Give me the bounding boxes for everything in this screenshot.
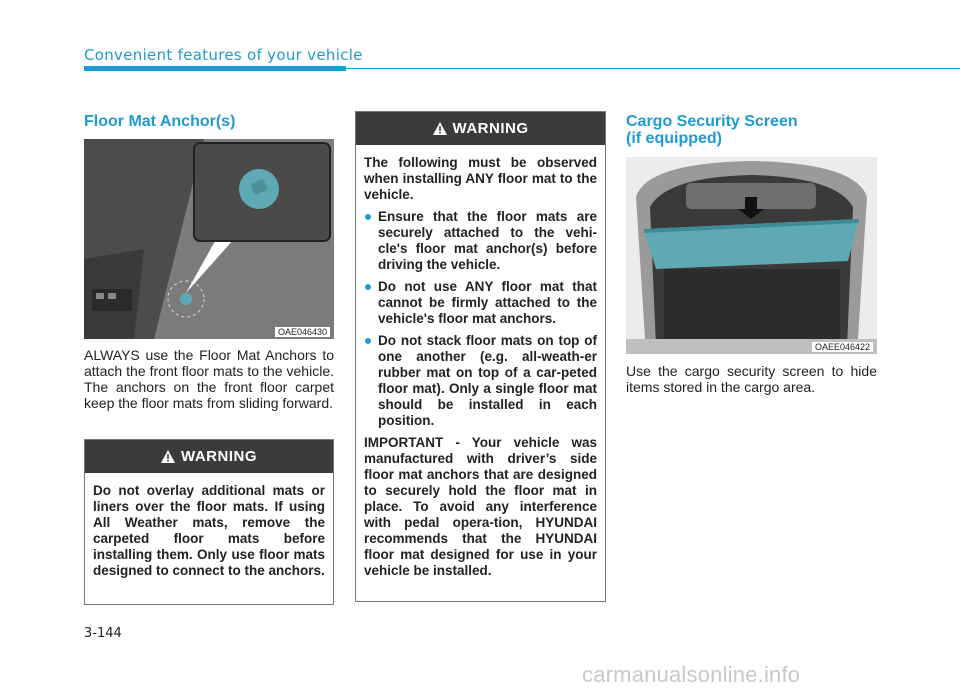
cargo-screen-heading xyxy=(626,113,798,147)
cargo-screen-paragraph: Use the cargo security screen to hide items stored in the cargo area. xyxy=(626,363,877,395)
cargo-image-code: OAEE046422 xyxy=(812,342,873,352)
floor-mat-anchor-illustration xyxy=(84,139,334,339)
section-title: Convenient features of your vehicle xyxy=(84,46,363,64)
cargo-screen-heading-line1: Cargo Security Screen xyxy=(626,113,798,130)
middle-warning-header xyxy=(356,112,605,145)
header-rule-thin xyxy=(346,68,960,69)
middle-warning-intro: The following must be observed when installing ANY floor mat to the vehicle. xyxy=(364,155,597,202)
floor-mat-anchor-photo xyxy=(84,139,334,339)
header-rule-thick xyxy=(84,66,346,71)
floor-mat-image-code: OAE046430 xyxy=(275,327,330,337)
floor-mat-anchor-paragraph: ALWAYS use the Floor Mat Anchors to attach the front floor mats to the vehicle. The anchors on the front floor carpet keep the floor mats from sliding forward. xyxy=(84,347,334,411)
cargo-screen-photo xyxy=(626,157,877,354)
floor-mat-anchor-heading: Floor Mat Anchor(s) xyxy=(84,113,236,130)
left-warning-body xyxy=(85,473,333,579)
warning-triangle-icon xyxy=(433,122,447,135)
page-number: 3-144 xyxy=(84,626,122,641)
middle-warning-important: IMPORTANT - Your vehicle was manufactured with driver’s side floor mat anchors that are designed to securely hold the floor mat in place. To avoid any interference with pedal opera-tion, HYUNDAI recommends that the HYUNDAI floor mat designed for use in your vehicle be installed. xyxy=(364,435,597,578)
left-warning-box xyxy=(84,439,334,605)
warning-bullet-2: Do not use ANY floor mat that cannot be firmly attached to the vehicle's floor mat anchors. xyxy=(364,279,597,327)
middle-warning-label: WARNING xyxy=(452,120,529,137)
cargo-screen-illustration xyxy=(626,157,877,354)
middle-warning-body xyxy=(356,145,605,579)
middle-warning-box xyxy=(355,111,606,602)
cargo-screen-heading-line2: (if equipped) xyxy=(626,130,722,147)
left-warning-text: Do not overlay additional mats or liners over the floor mats. If using All Weather mats, remove the carpeted floor mats before installing them. Only use floor mats designed to connect to the anchors. xyxy=(93,483,325,578)
left-warning-header xyxy=(85,440,333,473)
warning-bullet-1: Ensure that the floor mats are securely attached to the vehi-cle's floor mat anchor(s) before driving the vehicle. xyxy=(364,209,597,273)
warning-triangle-icon xyxy=(161,450,175,463)
watermark: carmanualsonline.info xyxy=(582,662,801,687)
warning-bullet-3: Do not stack floor mats on top of one another (e.g. all-weath-er rubber mat on top of a car-peted floor mat). Only a single floor mat should be installed in each position. xyxy=(364,333,597,429)
left-warning-label: WARNING xyxy=(181,448,257,465)
